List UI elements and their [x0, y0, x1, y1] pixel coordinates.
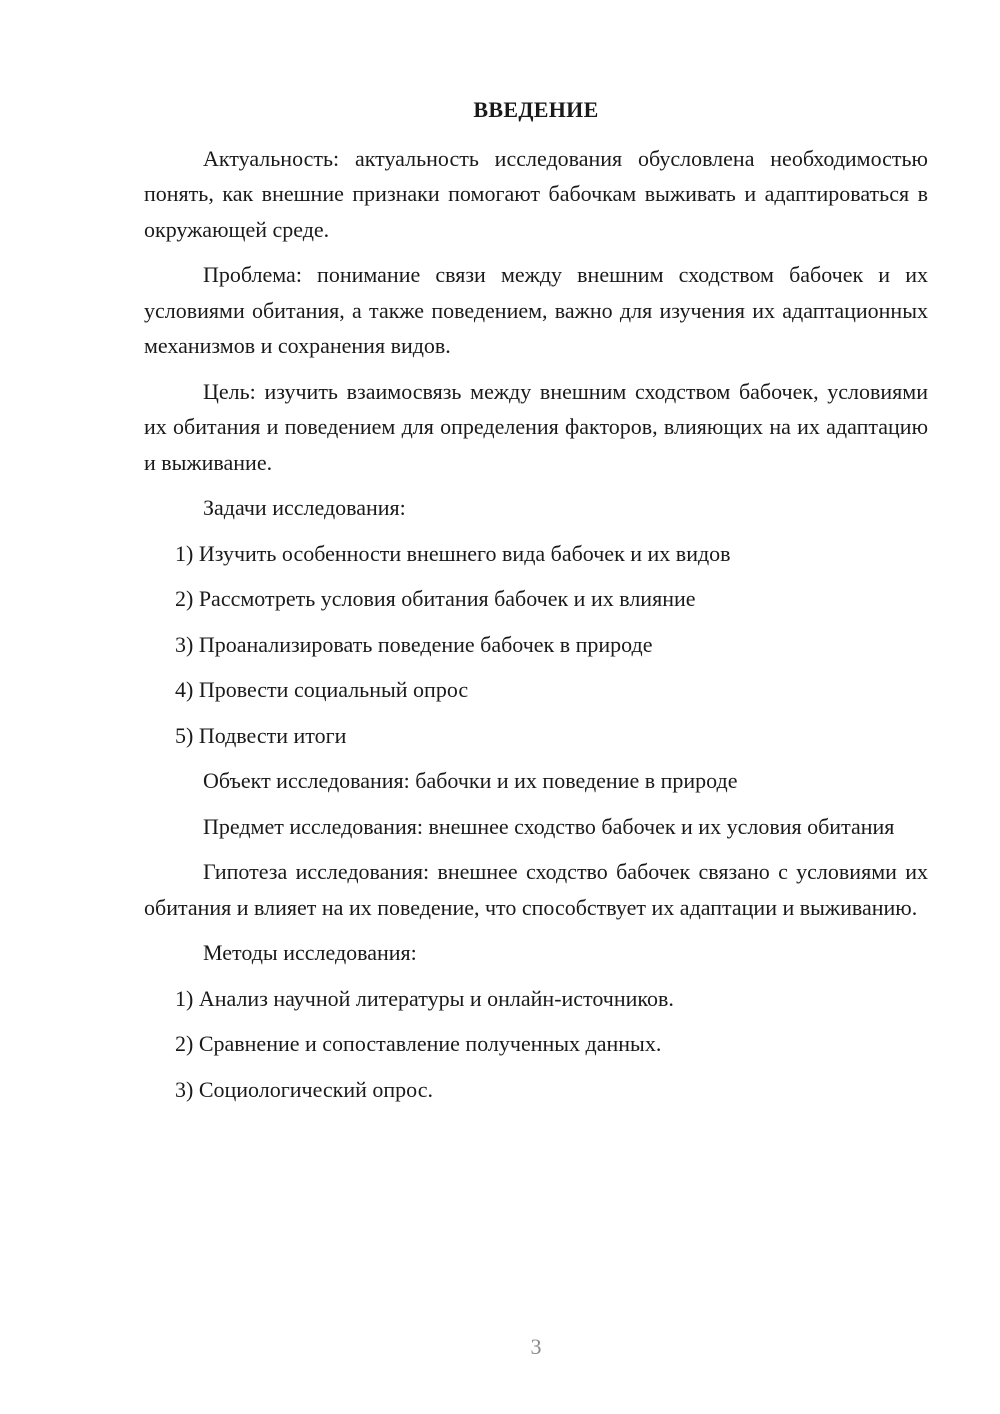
- problem-paragraph: Проблема: понимание связи между внешним сходством бабочек и их условиями обитания, а также поведением, важно для изучения их адаптационных механизмов и сохранения видов.: [144, 262, 928, 358]
- relevance-paragraph: Актуальность: актуальность исследования обусловлена необходимостью понять, как внешние признаки помогают бабочкам выживать и адаптироваться в окружающей среде.: [144, 145, 928, 242]
- task-item: 3) Проанализировать поведение бабочек в природе: [175, 631, 653, 657]
- tasks-heading: Задачи исследования:: [203, 495, 406, 520]
- page-title: ВВЕДЕНИЕ: [473, 97, 599, 122]
- method-item: 1) Анализ научной литературы и онлайн-источников.: [175, 985, 674, 1011]
- method-item: 3) Социологический опрос.: [175, 1076, 433, 1102]
- methods-heading: Методы исследования:: [203, 940, 417, 965]
- subject-paragraph: Предмет исследования: внешнее сходство бабочек и их условия обитания: [203, 813, 895, 839]
- object-paragraph: Объект исследования: бабочки и их поведение в природе: [203, 768, 738, 793]
- goal-paragraph: Цель: изучить взаимосвязь между внешним сходством бабочек, условиями их обитания и поведением для определения факторов, влияющих на их адаптацию и выживание.: [144, 378, 928, 475]
- page-content: [144, 92, 928, 1117]
- hypothesis-paragraph: Гипотеза исследования: внешнее сходство бабочек связано с условиями их обитания и влияет на их поведение, что способствует их адаптации и выживанию.: [144, 859, 928, 920]
- task-item: 5) Подвести итоги: [175, 722, 347, 748]
- method-item: 2) Сравнение и сопоставление полученных данных.: [175, 1031, 662, 1056]
- task-item: 4) Провести социальный опрос: [175, 677, 469, 702]
- task-item: 1) Изучить особенности внешнего вида бабочек и их видов: [175, 540, 731, 566]
- task-item: 2) Рассмотреть условия обитания бабочек и их влияние: [175, 586, 696, 611]
- page-number: 3: [530, 1334, 542, 1359]
